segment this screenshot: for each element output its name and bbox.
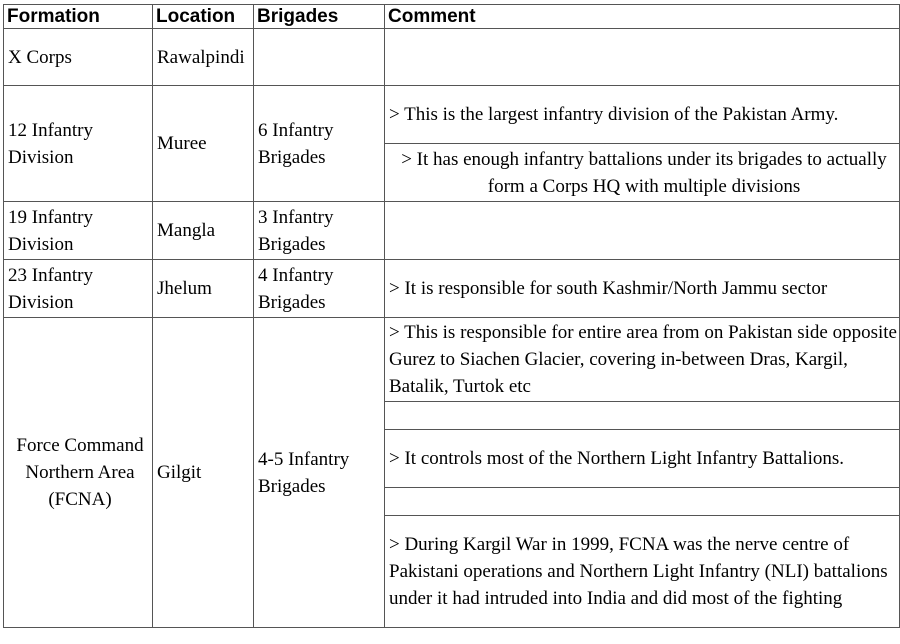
- comment-cell: [385, 488, 900, 516]
- comment-cell: > It is responsible for south Kashmir/North Jammu sector: [385, 260, 900, 318]
- comment-cell: [385, 29, 900, 86]
- comment-cell: [385, 202, 900, 260]
- header-location: Location: [153, 5, 254, 29]
- brigades-cell: 3 Infantry Brigades: [254, 202, 385, 260]
- brigades-cell: [254, 29, 385, 86]
- header-row: [4, 5, 900, 29]
- location-cell: Jhelum: [153, 260, 254, 318]
- table-row: [4, 29, 900, 86]
- comment-cell: > This is the largest infantry division of the Pakistan Army.: [385, 86, 900, 144]
- brigades-cell: 4-5 Infantry Brigades: [254, 318, 385, 628]
- formations-table: [3, 4, 900, 628]
- formation-cell: 19 Infantry Division: [4, 202, 153, 260]
- comment-cell: > During Kargil War in 1999, FCNA was the nerve centre of Pakistani operations and Northern Light Infantry (NLI) battalions under it had intruded into India and did most of the fighting: [385, 516, 900, 628]
- header-comment: Comment: [385, 5, 900, 29]
- brigades-cell: 6 Infantry Brigades: [254, 86, 385, 202]
- brigades-cell: 4 Infantry Brigades: [254, 260, 385, 318]
- formation-cell: 23 Infantry Division: [4, 260, 153, 318]
- header-formation: Formation: [4, 5, 153, 29]
- location-cell: Muree: [153, 86, 254, 202]
- table-row: [4, 86, 900, 144]
- formation-cell: 12 Infantry Division: [4, 86, 153, 202]
- formation-cell: X Corps: [4, 29, 153, 86]
- table-row: [4, 202, 900, 260]
- comment-cell: > It controls most of the Northern Light Infantry Battalions.: [385, 430, 900, 488]
- table-row: [4, 318, 900, 402]
- comment-cell: > It has enough infantry battalions under its brigades to actually form a Corps HQ with multiple divisions: [385, 144, 900, 202]
- location-cell: Mangla: [153, 202, 254, 260]
- location-cell: Gilgit: [153, 318, 254, 628]
- table-row: [4, 260, 900, 318]
- comment-cell: > This is responsible for entire area from on Pakistan side opposite Gurez to Siachen Glacier, covering in-between Dras, Kargil, Batalik, Turtok etc: [385, 318, 900, 402]
- comment-cell: [385, 402, 900, 430]
- location-cell: Rawalpindi: [153, 29, 254, 86]
- header-brigades: Brigades: [254, 5, 385, 29]
- formation-cell: Force Command Northern Area (FCNA): [4, 318, 153, 628]
